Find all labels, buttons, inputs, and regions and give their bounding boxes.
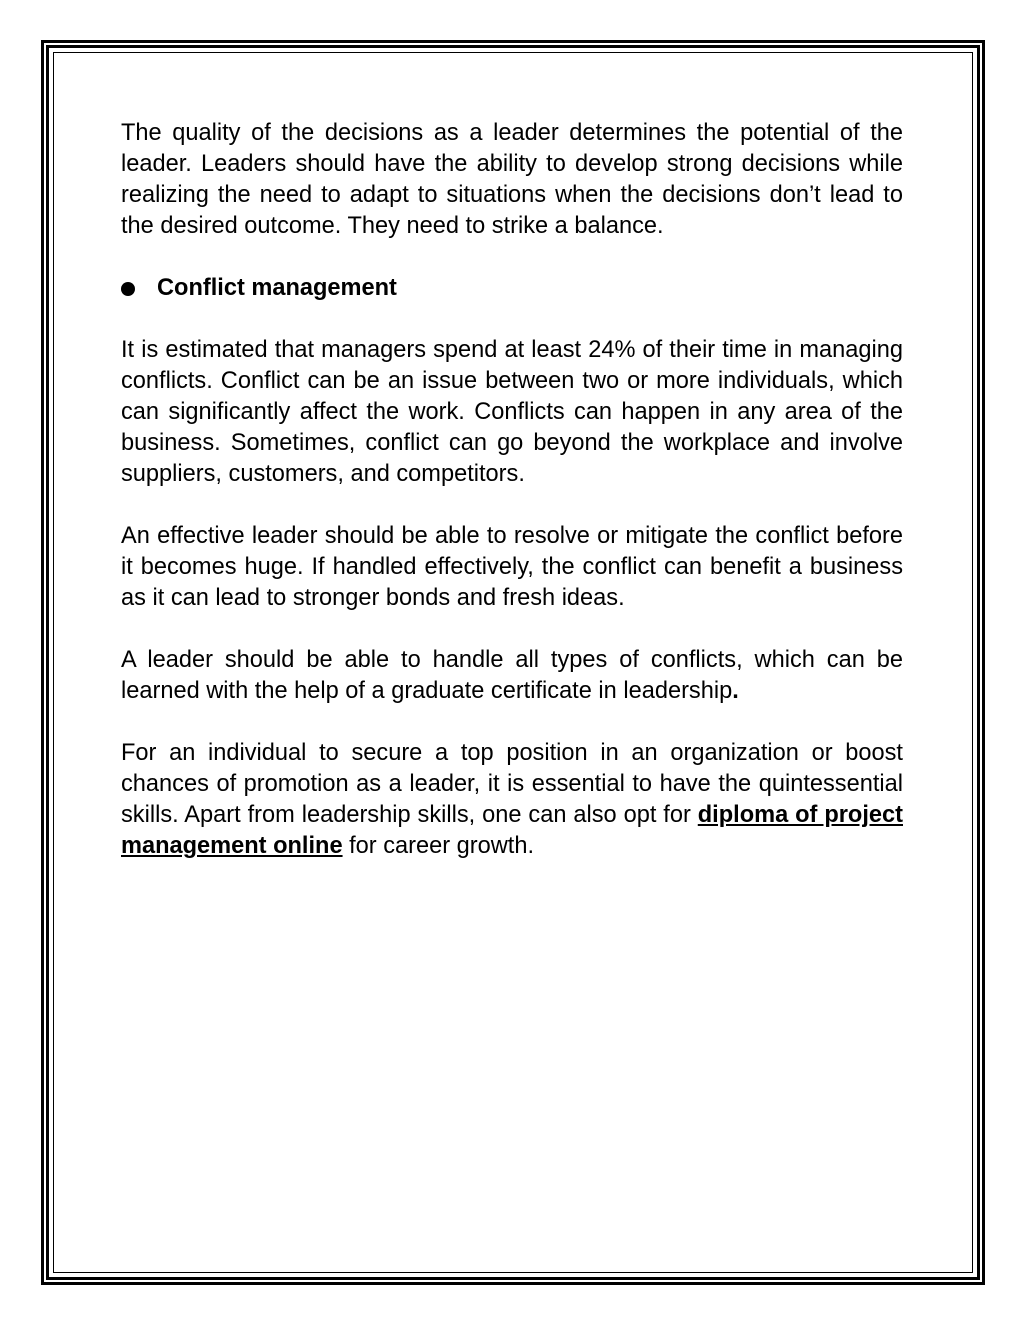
bullet-icon	[121, 282, 135, 296]
career-text-end: for career growth.	[342, 833, 535, 859]
handle-conflicts-period: .	[732, 678, 739, 704]
paragraph-handle-conflicts	[121, 645, 903, 707]
handle-conflicts-text: A leader should be able to handle all types of conflicts, which can be learned with the help of a graduate certificate in leadership	[121, 647, 903, 704]
heading-text: Conflict management	[157, 275, 397, 301]
section-heading-conflict	[121, 273, 903, 304]
paragraph-conflict-stats: It is estimated that managers spend at least 24% of their time in managing conflicts. Conflict can be an issue between two or more individuals, which can significantly affect the work. Conflicts can happen in any area of the business. Sometimes, conflict can go beyond the workplace and involve suppliers, customers, and competitors.	[121, 337, 903, 487]
career-text-start: For an individual to secure a top position in an organization or boost chances of promotion as a leader, it is essential to have the quintessential skills. Apart from leadership skills, one can also opt for	[121, 740, 903, 828]
paragraph-career	[121, 738, 903, 862]
paragraph-effective-leader: An effective leader should be able to resolve or mitigate the conflict before it becomes huge. If handled effectively, the conflict can benefit a business as it can lead to stronger bonds and fresh ideas.	[121, 523, 903, 611]
diploma-link[interactable]: diploma of project management online	[121, 802, 903, 859]
paragraph-decisions: The quality of the decisions as a leader determines the potential of the leader. Leaders should have the ability to develop strong decisions while realizing the need to adapt to situations when the decisions don’t lead to the desired outcome. They need to strike a balance.	[121, 120, 903, 239]
document-body	[121, 118, 903, 893]
